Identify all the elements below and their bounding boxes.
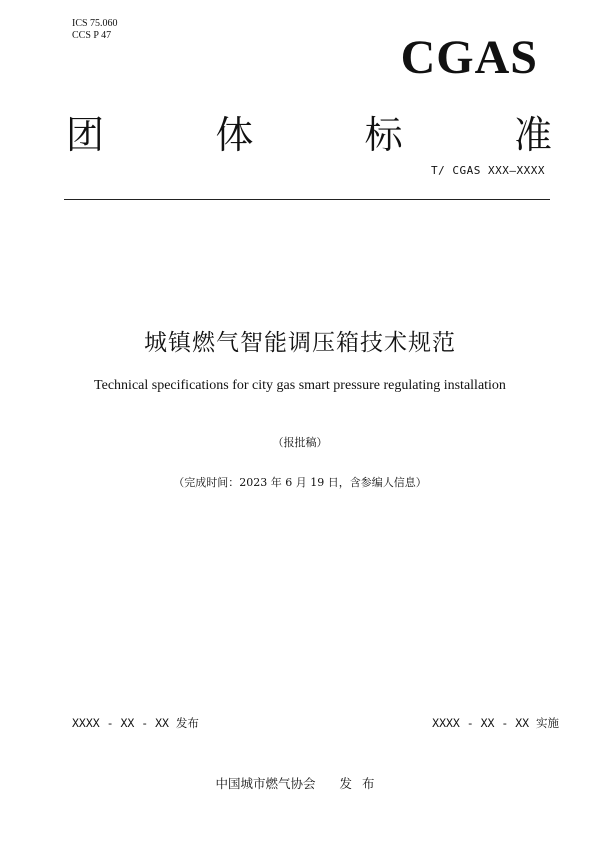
- publisher-name: 中国城市燃气协会: [215, 776, 316, 791]
- standard-number: T/ CGAS XXX—XXXX: [431, 164, 545, 177]
- document-title-english: Technical specifications for city gas smart pressure regulating installation: [94, 378, 506, 393]
- standard-type-char: 团: [66, 113, 105, 157]
- standard-type-heading: [66, 112, 552, 158]
- header-divider: [64, 199, 550, 200]
- cgas-logo: CGAS: [400, 31, 538, 84]
- draft-stage: （报批稿）: [272, 436, 328, 449]
- standard-type-char: 体: [215, 113, 254, 157]
- document-title-chinese: 城镇燃气智能调压箱技术规范: [144, 330, 456, 356]
- ccs-code: CCS P 47: [72, 30, 112, 41]
- publish-word: 发布: [339, 776, 385, 791]
- implement-date: XXXX - XX - XX 实施: [432, 716, 559, 730]
- publisher-line: [0, 776, 600, 792]
- publish-date: XXXX - XX - XX 发布: [72, 716, 199, 730]
- standard-type-char: 标: [364, 113, 403, 157]
- standard-type-char: 准: [513, 113, 552, 157]
- ics-code: ICS 75.060: [72, 18, 118, 29]
- draft-note: （完成时间：2023 年 6 月 19 日，含参编人信息）: [173, 476, 427, 489]
